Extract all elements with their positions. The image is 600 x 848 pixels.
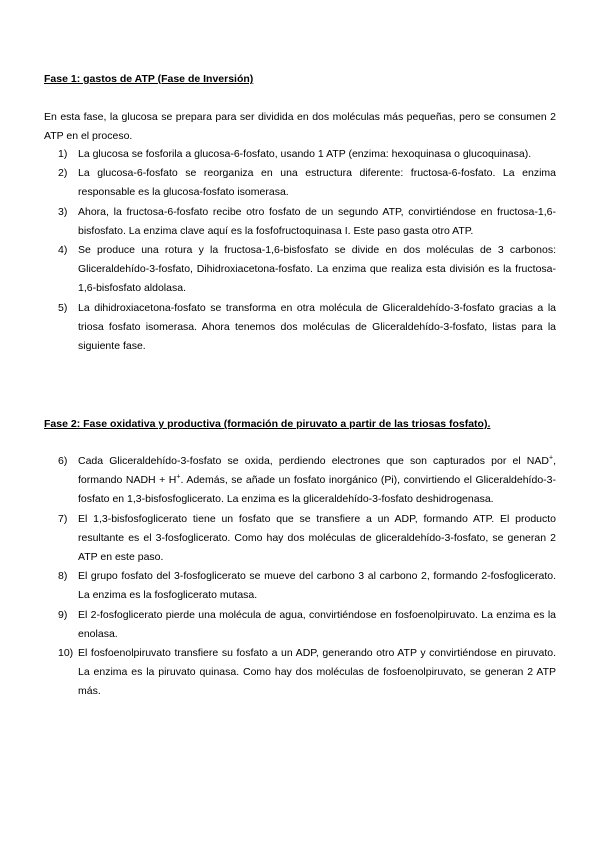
step-text: Se produce una rotura y la fructosa-1,6-bisfosfato se divide en dos moléculas de 3 carbonos: Gliceraldehído-3-fosfato, Dihidroxiacetona-fosfato. La enzima que realiza esta división es la fructosa-1,6-bisfosfato aldolasa.: [78, 244, 556, 295]
step-text: El 1,3-bisfosfoglicerato tiene un fosfato que se transfiere a un ADP, formando ATP. El producto resultante es el 3-fosfoglicerato. Como hay dos moléculas de gliceraldehído-3-fosfato, se generan 2 ATP en este paso.: [78, 512, 556, 564]
phase2-heading: Fase 2: Fase oxidativa y productiva (formación de piruvato a partir de las triosas fosfato).: [44, 418, 491, 430]
list-item: [44, 644, 556, 702]
list-item: [44, 203, 556, 241]
step-number: 10): [58, 647, 74, 660]
phase1-heading: Fase 1: gastos de ATP (Fase de Inversión): [44, 73, 254, 85]
step-text-part: , formando NADH + H: [78, 455, 556, 487]
list-item: [44, 164, 556, 202]
list-item: [44, 510, 556, 568]
step-number: 2): [58, 167, 68, 180]
list-item: [44, 452, 556, 510]
step-text: El grupo fosfato del 3-fosfoglicerato se mueve del carbono 3 al carbono 2, formando 2-fosfoglicerato. La enzima es la fosfoglicerato mutasa.: [78, 570, 556, 602]
step-text-part: Cada Gliceraldehído-3-fosfato se oxida, perdiendo electrones que son capturados por el NAD: [78, 455, 549, 467]
step-number: 9): [58, 608, 68, 621]
list-item: [44, 241, 556, 299]
phase2-steps-list: [44, 452, 556, 702]
step-text: La glucosa se fosforila a glucosa-6-fosfato, usando 1 ATP (enzima: hexoquinasa o glucoquinasa).: [78, 148, 532, 160]
list-item: [44, 299, 556, 357]
step-text: Ahora, la fructosa-6-fosfato recibe otro fosfato de un segundo ATP, convirtiéndose en fructosa-1,6-bisfosfato. La enzima clave aquí es la fosfofructoquinasa I. Este paso gasta otro ATP.: [78, 205, 556, 237]
step-text: El 2-fosfoglicerato pierde una molécula de agua, convirtiéndose en fosfoenolpiruvato. La enzima es la enolasa.: [78, 608, 556, 640]
superscript-plus: +: [176, 473, 181, 481]
list-item: [44, 606, 556, 644]
step-text: La glucosa-6-fosfato se reorganiza en una estructura diferente: fructosa-6-fosfato. La enzima responsable es la glucosa-fosfato isomerasa.: [78, 167, 556, 199]
step-number: 1): [58, 148, 68, 160]
step-number: 7): [58, 512, 68, 525]
step-number: 4): [58, 244, 68, 257]
list-item: [44, 145, 556, 164]
list-item: [44, 567, 556, 605]
phase1-steps-list: [44, 145, 556, 356]
phase1-intro: En esta fase, la glucosa se prepara para ser dividida en dos moléculas más pequeñas, pero se consumen 2 ATP en el proceso.: [44, 111, 556, 142]
step-text: El fosfoenolpiruvato transfiere su fosfato a un ADP, generando otro ATP y convirtiéndose en piruvato. La enzima es la piruvato quinasa. Como hay dos moléculas de fosfoenolpiruvato, se generan 2 ATP más.: [78, 647, 556, 698]
step-number: 8): [58, 570, 68, 583]
step-text-part: . Además, se añade un fosfato inorgánico (Pi), convirtiendo el Gliceraldehído-3-fosfato en 1,3-bisfosfoglicerato. La enzima es la gliceraldehído-3-fosfato deshidrogenasa.: [78, 474, 556, 506]
step-number: 6): [58, 455, 68, 467]
superscript-plus: +: [548, 454, 554, 462]
step-number: 5): [58, 301, 68, 314]
step-number: 3): [58, 205, 68, 218]
step-text: La dihidroxiacetona-fosfato se transforma en otra molécula de Gliceraldehído-3-fosfato gracias a la triosa fosfato isomerasa. Ahora tenemos dos moléculas de Gliceraldehído-3-fosfato, listas para la siguiente fase.: [78, 301, 556, 353]
step-text: [78, 455, 556, 505]
